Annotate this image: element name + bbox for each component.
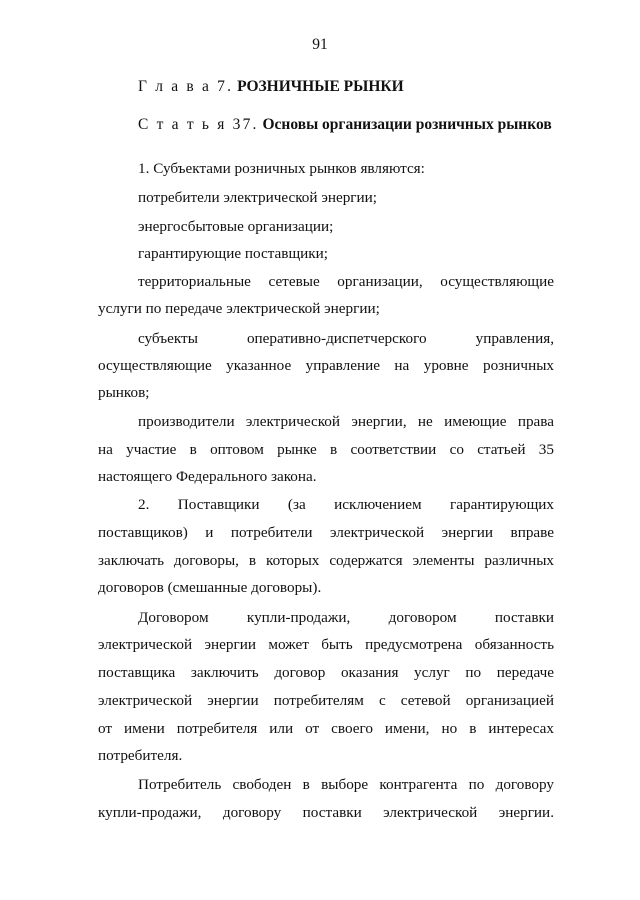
- text-line: на участие в оптовом рынке в соответствии со статьей 35: [98, 441, 554, 458]
- text-line: энергосбытовые организации;: [138, 218, 334, 235]
- article-prefix: С т а т ь я 37.: [138, 116, 259, 133]
- text-line: договоров (смешанные договоры).: [98, 579, 322, 596]
- text-line: рынков;: [98, 384, 150, 401]
- text-line: осуществляющие указанное управление на уровне розничных: [98, 357, 554, 374]
- text-line: Договором купли-продажи, договором поставки: [138, 609, 554, 626]
- text-line: территориальные сетевые организации, осуществляющие: [138, 273, 554, 290]
- text-line: потребителя.: [98, 747, 183, 764]
- article-heading: [138, 116, 552, 134]
- text-line: 2. Поставщики (за исключением гарантирующих: [138, 496, 554, 513]
- text-line: от имени потребителя или от своего имени, но в интересах: [98, 720, 554, 737]
- text-line: гарантирующие поставщики;: [138, 245, 329, 262]
- text-line: заключать договоры, в которых содержатся элементы различных: [98, 552, 554, 569]
- text-line: настоящего Федерального закона.: [98, 468, 317, 485]
- text-line: услуги по передаче электрической энергии;: [98, 300, 380, 317]
- article-title: Основы организации розничных рынков: [262, 116, 552, 133]
- text-line: поставщика заключить договор оказания услуг по передаче: [98, 664, 554, 681]
- chapter-prefix: Г л а в а 7.: [138, 78, 234, 95]
- chapter-title: РОЗНИЧНЫЕ РЫНКИ: [237, 78, 404, 95]
- text-line: электрической энергии потребителям с сетевой организацией: [98, 692, 554, 709]
- text-line: потребители электрической энергии;: [138, 189, 378, 206]
- chapter-heading: [138, 78, 404, 96]
- page-number: 91: [312, 36, 328, 53]
- text-line: 1. Субъектами розничных рынков являются:: [138, 160, 425, 177]
- text-line: электрической энергии может быть предусмотрена обязанность: [98, 636, 554, 653]
- text-line: производители электрической энергии, не имеющие права: [138, 413, 554, 430]
- text-line: субъекты оперативно-диспетчерского управления,: [138, 330, 554, 347]
- text-line: поставщиков) и потребители электрической энергии вправе: [98, 524, 554, 541]
- text-line: купли-продажи, договору поставки электрической энергии.: [98, 804, 554, 821]
- text-line: Потребитель свободен в выборе контрагента по договору: [138, 776, 554, 793]
